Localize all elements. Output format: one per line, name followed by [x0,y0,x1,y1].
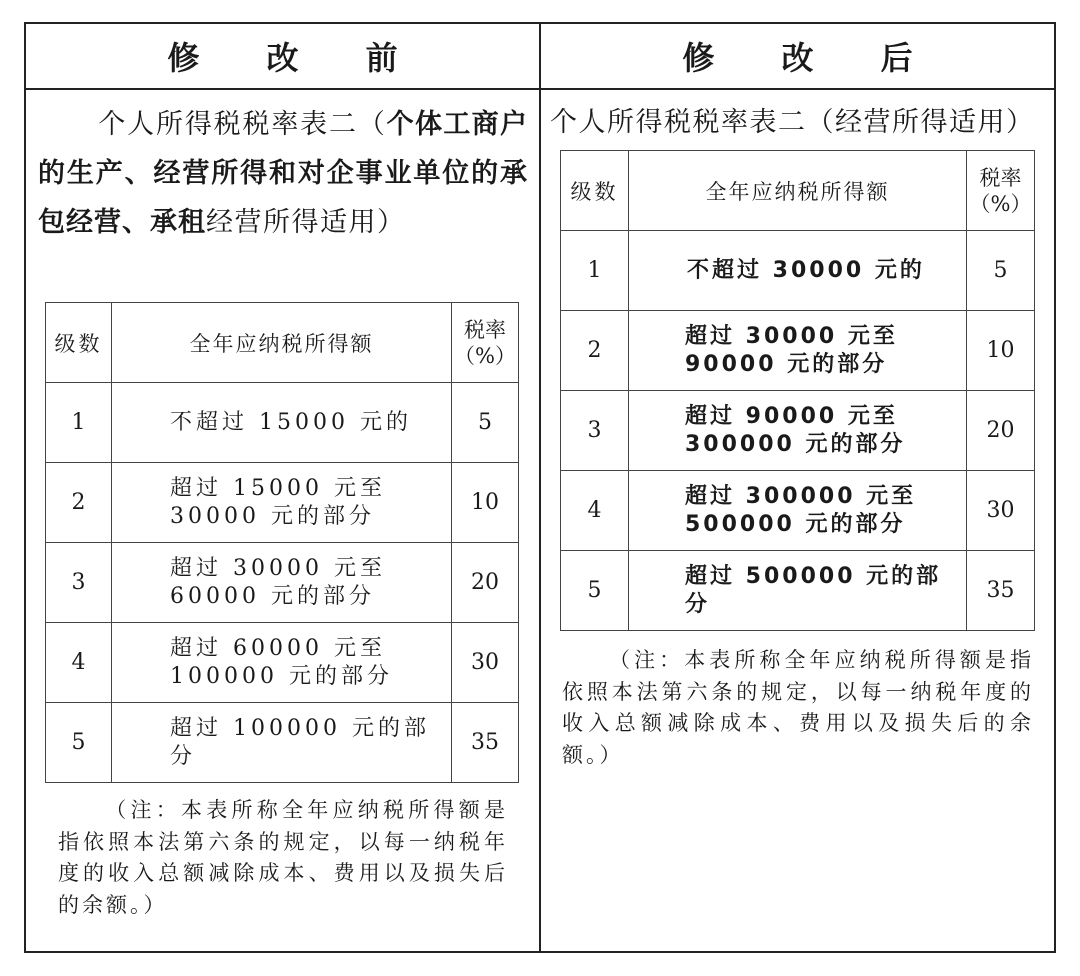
row-grade: 2 [46,463,112,543]
before-title-prefix: 个人所得税税率表二（ [98,109,387,140]
table-header-row [46,303,519,383]
row-range: 不超过 15000 元的 [112,383,452,463]
row-grade: 3 [46,543,112,623]
before-rate-table [45,302,519,783]
row-range: 超过 30000 元至 60000 元的部分 [112,543,452,623]
row-grade: 5 [46,703,112,783]
before-note [58,795,508,921]
row-range: 超过 100000 元的部分 [112,703,452,783]
before-title-bold: 个体工商户的生产、经营所得和对企事业单位的承包经营、承租 [38,109,529,238]
row-grade: 4 [46,623,112,703]
header-grade: 级数 [46,303,112,383]
table-row [46,543,519,623]
row-rate: 35 [967,551,1035,631]
row-range: 超过 300000 元至 500000 元的部分 [629,471,967,551]
table-row [46,463,519,543]
row-range: 超过 30000 元至 90000 元的部分 [629,311,967,391]
table-row [561,311,1035,391]
row-grade: 4 [561,471,629,551]
table-row [561,471,1035,551]
column-divider [539,22,541,953]
row-range: 超过 500000 元的部分 [629,551,967,631]
row-grade: 1 [46,383,112,463]
row-rate: 10 [452,463,519,543]
header-rate: 税率（%） [967,151,1035,231]
row-rate: 10 [967,311,1035,391]
header-income: 全年应纳税所得额 [112,303,452,383]
header-divider [24,88,1056,90]
table-row [561,231,1035,311]
row-range: 超过 60000 元至 100000 元的部分 [112,623,452,703]
header-grade: 级数 [561,151,629,231]
after-note-text: （注：本表所称全年应纳税所得额是指依照本法第六条的规定，以每一纳税年度的收入总额减除成本、费用以及损失后的余额。） [562,648,1034,767]
row-range: 超过 15000 元至 30000 元的部分 [112,463,452,543]
header-income: 全年应纳税所得额 [629,151,967,231]
row-grade: 1 [561,231,629,311]
after-column-heading: 修 改 后 [682,39,941,77]
row-range: 不超过 30000 元的 [629,231,967,311]
row-rate: 5 [967,231,1035,311]
table-row [46,623,519,703]
row-rate: 30 [452,623,519,703]
before-note-text: （注：本表所称全年应纳税所得额是指依照本法第六条的规定，以每一纳税年度的收入总额减除成本、费用以及损失后的余额。） [58,798,508,917]
before-column-heading: 修 改 前 [167,39,426,77]
row-grade: 3 [561,391,629,471]
row-rate: 35 [452,703,519,783]
table-header-row [561,151,1035,231]
header-rate: 税率（%） [452,303,519,383]
row-range: 超过 90000 元至 300000 元的部分 [629,391,967,471]
row-grade: 5 [561,551,629,631]
after-rate-table [560,150,1035,631]
table-row [561,391,1035,471]
row-rate: 20 [967,391,1035,471]
after-table-title: 个人所得税税率表二（经营所得适用） [550,107,1035,138]
row-rate: 5 [452,383,519,463]
table-row [46,703,519,783]
before-title-suffix: 经营所得适用） [206,207,406,238]
table-row [561,551,1035,631]
after-note [562,645,1034,771]
row-grade: 2 [561,311,629,391]
row-rate: 20 [452,543,519,623]
before-table-title [38,100,528,247]
row-rate: 30 [967,471,1035,551]
table-row [46,383,519,463]
